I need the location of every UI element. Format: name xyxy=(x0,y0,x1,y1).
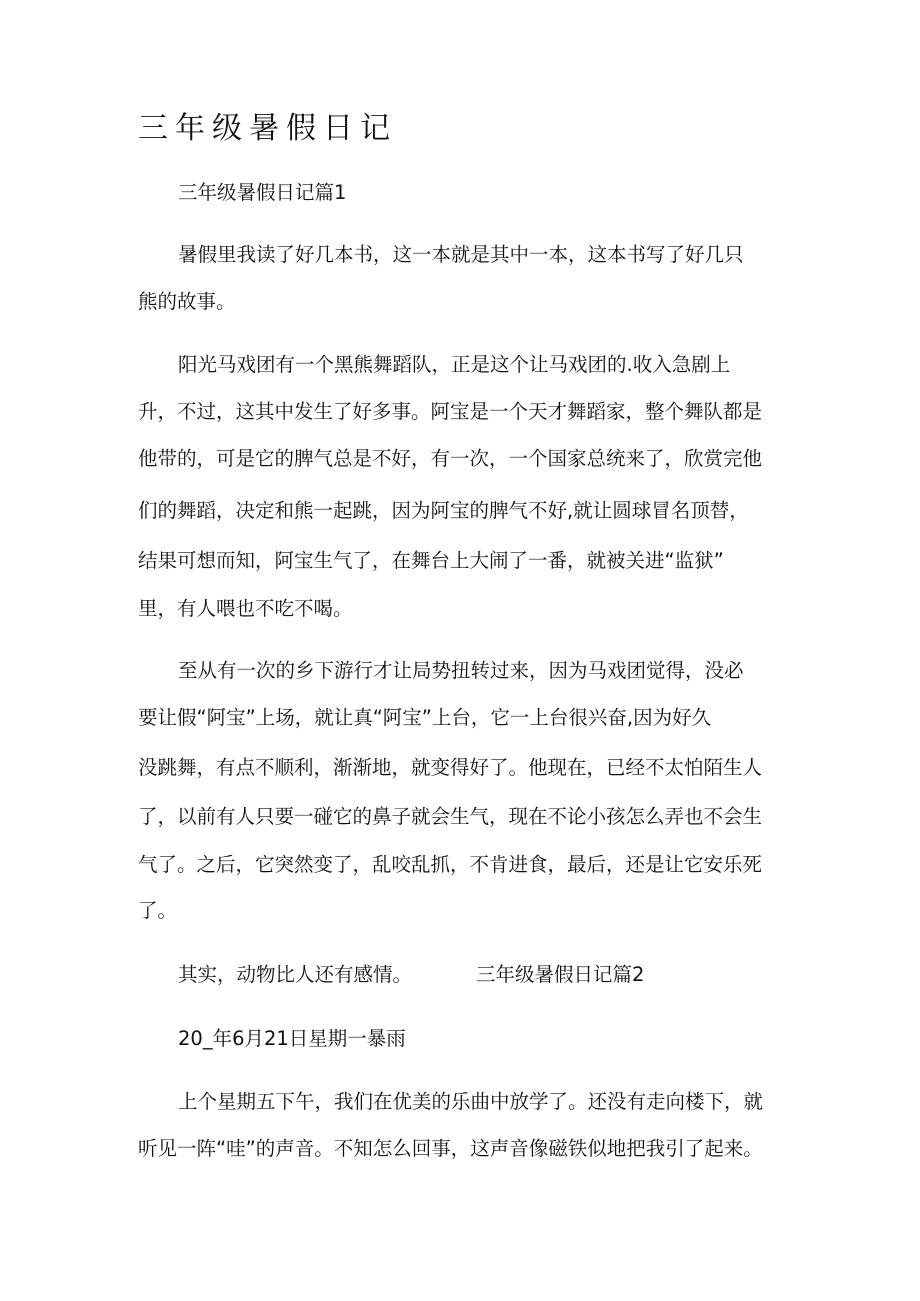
section2-para1-line: 听见一阵“哇”的声音。不知怎么回事，这声音像磁铁似地把我引了起来。 xyxy=(138,1137,763,1160)
section1-para2-line: 结果可想而知，阿宝生气了，在舞台上大闹了一番，就被关进“监狱” xyxy=(138,549,724,572)
section1-para1-line: 熊的故事。 xyxy=(138,290,236,313)
section1-para2-line: 他带的，可是它的脾气总是不好，有一次，一个国家总统来了，欣赏完他 xyxy=(138,447,763,470)
section1-para2-line: 升，不过，这其中发生了好多事。阿宝是一个天才舞蹈家，整个舞队都是 xyxy=(138,400,763,423)
section1-para3-line: 没跳舞，有点不顺利，渐渐地，就变得好了。他现在，已经不太怕陌生人 xyxy=(138,756,763,779)
section2-heading: 三年级暑假日记篇2 xyxy=(476,963,645,986)
document-title: 三年级暑假日记 xyxy=(138,111,397,146)
section1-para3-line: 至从有一次的乡下游行才让局势扭转过来，因为马戏团觉得，没必 xyxy=(178,659,744,682)
section1-para3-line: 了。 xyxy=(138,899,178,922)
section1-closing: 其实，动物比人还有感情。 xyxy=(178,963,413,986)
section-transition-line xyxy=(178,960,644,990)
section2-para1-line: 上个星期五下午，我们在优美的乐曲中放学了。还没有走向楼下，就 xyxy=(178,1090,764,1113)
section1-para2-line: 阳光马戏团有一个黑熊舞蹈队，正是这个让马戏团的.收入急剧上 xyxy=(178,353,731,376)
section1-para2-line: 们的舞蹈，决定和熊一起跳，因为阿宝的脾气不好,就让圆球冒名顶替， xyxy=(138,499,749,522)
section1-heading: 三年级暑假日记篇1 xyxy=(178,181,347,204)
section1-para1-line: 暑假里我读了好几本书，这一本就是其中一本，这本书写了好几只 xyxy=(178,243,744,266)
section1-para3-line: 要让假“阿宝”上场，就让真“阿宝”上台，它一上台很兴奋,因为好久 xyxy=(138,706,712,729)
section1-para3-line: 了，以前有人只要一碰它的鼻子就会生气，现在不论小孩怎么弄也不会生 xyxy=(138,805,763,828)
section1-para2-line: 里，有人喂也不吃不喝。 xyxy=(138,597,353,620)
section1-para3-line: 气了。之后，它突然变了，乱咬乱抓，不肯进食，最后，还是让它安乐死 xyxy=(138,853,763,876)
section2-date-line: 20_年6月21日星期一暴雨 xyxy=(178,1027,406,1050)
